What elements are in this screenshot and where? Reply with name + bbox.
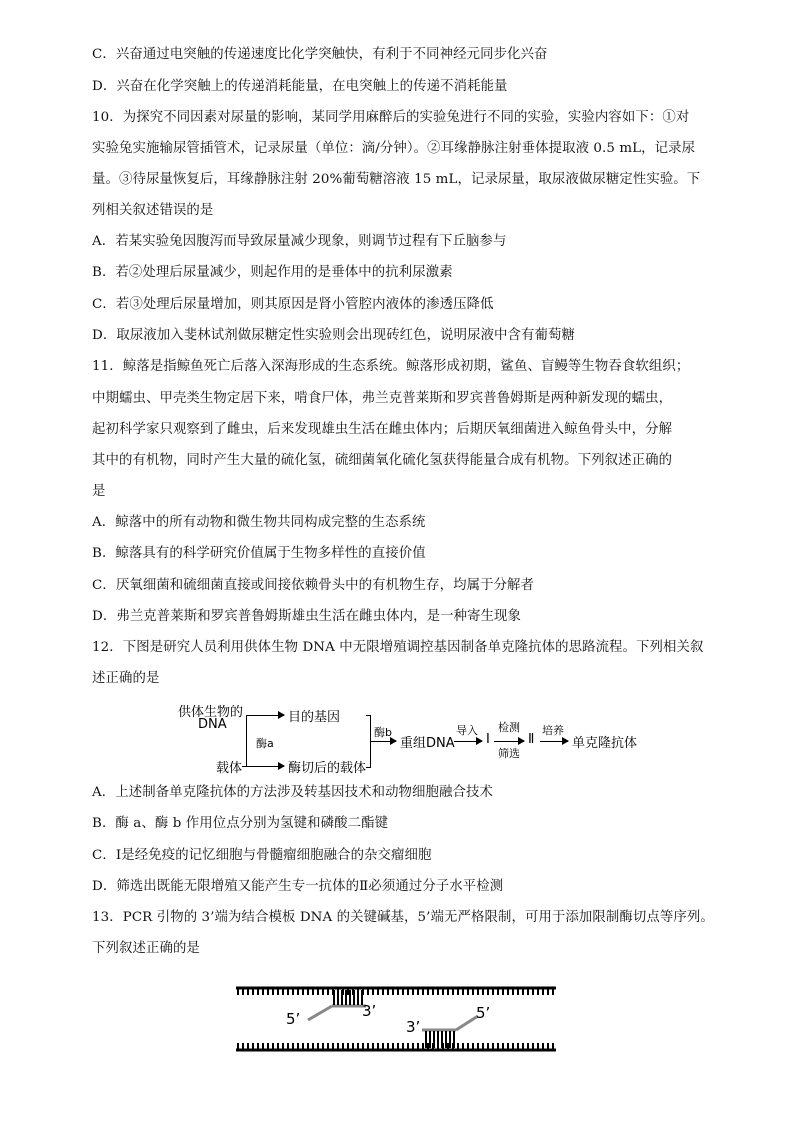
pcr-left-5-end: 5’ [286,1010,301,1028]
flow-arrow [246,766,284,767]
flow-import-label: 导入 [456,724,478,737]
flow-detect-label: 检测 [498,721,520,734]
flow-monoclonal-antibody: 单克隆抗体 [572,736,638,751]
dna-template-strands [230,980,560,1060]
question-13-stem: 下列叙述正确的是 [92,941,200,956]
option-12b: B．酶 a、酶 b 作用位点分别为氢键和磷酸二酯键 [92,816,389,831]
question-12-stem: 述正确的是 [92,671,160,686]
flow-line [246,715,247,766]
flow-enzyme-a: 酶a [256,737,274,750]
pcr-left-3-end: 3’ [362,1002,377,1020]
flow-donor-dna-label: DNA [198,717,227,732]
flow-screen-label: 筛选 [498,747,520,760]
question-11-stem: 是 [92,484,106,499]
question-11-stem: 其中的有机物，同时产生大量的硫化氢，硫细菌氧化硫化氢获得能量合成有机物。下列叙述正确的 [92,453,673,468]
flow-stage-1: Ⅰ [486,732,490,747]
flow-vector: 载体 [216,761,243,776]
option-10c: C．若③处理后尿量增加，则其原因是肾小管腔内液体的渗透压降低 [92,297,494,312]
flow-cut-vector: 酶切后的载体 [288,761,367,776]
question-11-stem: 11．鲸落是指鲸鱼死亡后落入深海形成的生态系统。鲸落形成初期，鲨鱼、盲鳗等生物吞食软组织； [92,359,690,374]
flow-stage-2: Ⅱ [528,732,535,747]
pcr-right-5-end: 5’ [476,1004,491,1022]
flow-arrow [246,715,284,716]
option-10a: A．若某实验兔因腹泻而导致尿量减少现象，则调节过程有下丘脑参与 [92,234,507,249]
pcr-right-3-end: 3’ [406,1018,421,1036]
question-10-stem: 实验兔实施输尿管插管术，记录尿量（单位：滴/分钟）。②耳缘静脉注射垂体提取液 0.5 mL，记录尿 [92,141,696,156]
question-12-stem: 12．下图是研究人员利用供体生物 DNA 中无限增殖调控基因制备单克隆抗体的思路流程。下列相关叙 [92,640,704,655]
question-11-stem: 中期蠕虫、甲壳类生物定居下来，啃食尸体，弗兰克普莱斯和罗宾普鲁姆斯是两种新发现的蠕虫， [92,391,673,406]
flow-enzyme-b: 酶b [374,726,392,739]
option-10d: D．取尿液加入斐林试剂做尿糖定性实验则会出现砖红色，说明尿液中含有葡萄糖 [92,328,576,343]
flow-arrow [370,741,396,742]
option-11c: C．厌氧细菌和硫细菌直接或间接依赖骨头中的有机物生存，均属于分解者 [92,578,535,593]
option-12a: A．上述制备单克隆抗体的方法涉及转基因技术和动物细胞融合技术 [92,785,493,800]
option-9c: C．兴奋通过电突触的传递速度比化学突触快，有利于不同神经元同步化兴奋 [92,47,548,62]
option-11d: D．弗兰克普莱斯和罗宾普鲁姆斯雄虫生活在雌虫体内，是一种寄生现象 [92,609,522,624]
question-10-stem: 10．为探究不同因素对尿量的影响，某同学用麻醉后的实验兔进行不同的实验，实验内容如下：①对 [92,110,690,125]
pcr-primer-diagram [230,980,560,1060]
option-12d: D．筛选出既能无限增殖又能产生专一抗体的Ⅱ必须通过分子水平检测 [92,879,504,894]
flow-donor-dna-label: 供体生物的 [178,705,244,720]
flow-target-gene: 目的基因 [288,710,341,725]
flow-arrow [494,741,524,742]
option-9d: D．兴奋在化学突触上的传递消耗能量，在电突触上的传递不消耗能量 [92,79,508,94]
option-11b: B．鲸落具有的科学研究价值属于生物多样性的直接价值 [92,546,426,561]
option-10b: B．若②处理后尿量减少，则起作用的是垂体中的抗利尿激素 [92,265,453,280]
flow-arrow [540,741,568,742]
flow-culture-label: 培养 [542,724,564,737]
option-11a: A．鲸落中的所有动物和微生物共同构成完整的生态系统 [92,515,426,530]
question-11-stem: 起初科学家只观察到了雌虫，后来发现雄虫生活在雌虫体内；后期厌氧细菌进入鲸鱼骨头中，分解 [92,422,673,437]
question-10-stem: 量。③待尿量恢复后，耳缘静脉注射 20%葡萄糖溶液 15 mL，记录尿量，取尿液做尿糖定性实验。下 [92,172,701,187]
question-13-stem: 13．PCR 引物的 3’端为结合模板 DNA 的关键碱基，5’端无严格限制，可用于添加限制酶切点等序列。 [92,910,714,925]
question-10-stem: 列相关叙述错误的是 [92,203,214,218]
flow-recombinant-dna: 重组DNA [400,736,455,751]
option-12c: C．Ⅰ是经免疫的记忆细胞与骨髓瘤细胞融合的杂交瘤细胞 [92,848,432,863]
flow-arrow [454,741,482,742]
